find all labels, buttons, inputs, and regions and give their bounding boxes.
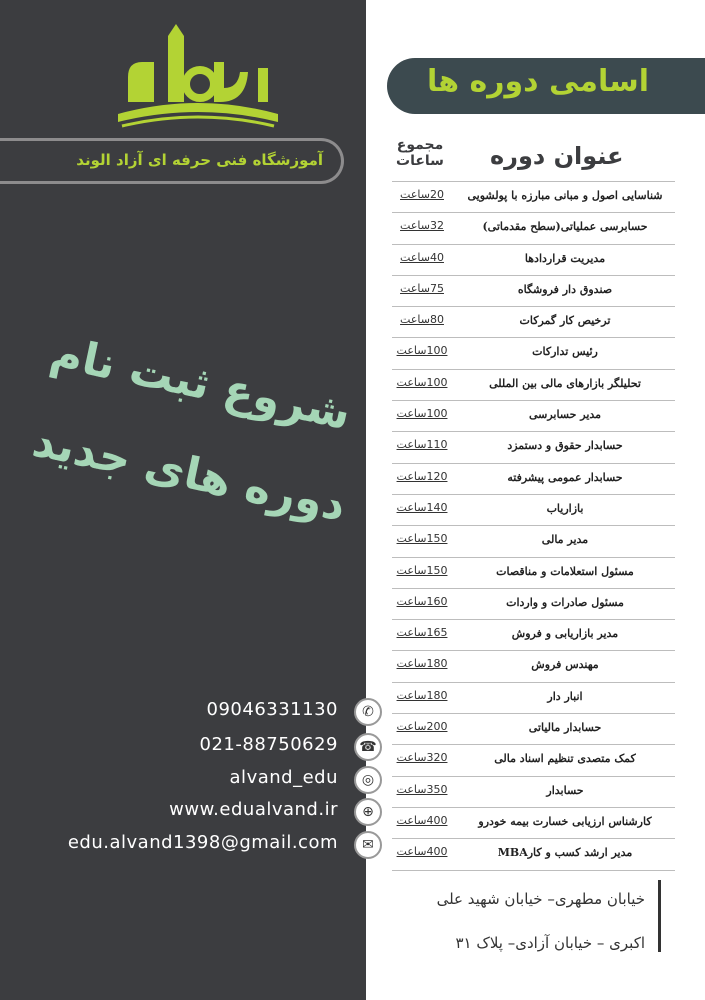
course-name: ترخیص کار گمرکات	[519, 314, 611, 328]
address-divider	[658, 880, 661, 952]
course-row	[392, 401, 675, 432]
contact-whatsapp[interactable]	[0, 697, 382, 727]
phone-landline[interactable]: 021-88750629	[199, 734, 338, 755]
course-hours: 150ساعت	[396, 563, 448, 577]
course-hours: 110ساعت	[396, 438, 448, 452]
course-name: حسابدار	[546, 783, 584, 797]
course-row	[392, 620, 675, 651]
course-hours: 400ساعت	[396, 813, 448, 827]
course-hours: 20ساعت	[400, 188, 444, 201]
slogan-line-1: شروع ثبت نام	[46, 326, 356, 441]
address-line-2: اکبری – خیابان آزادی– پلاک ۳۱	[455, 934, 645, 952]
instagram-icon: ◎	[354, 766, 382, 794]
course-hours: 165ساعت	[396, 626, 448, 640]
website-link[interactable]: www.edualvand.ir	[169, 799, 338, 820]
course-row	[392, 213, 675, 244]
course-row	[392, 181, 675, 213]
course-hours: 180ساعت	[396, 657, 448, 671]
course-hours: 140ساعت	[396, 500, 448, 514]
course-row	[392, 714, 675, 745]
course-hours: 160ساعت	[396, 594, 448, 608]
course-row	[392, 777, 675, 808]
course-hours: 100ساعت	[396, 407, 448, 421]
course-row	[392, 464, 675, 495]
course-name: مدیر حسابرسی	[528, 408, 602, 422]
column-header-hours	[392, 137, 448, 169]
course-hours: 200ساعت	[396, 720, 448, 734]
contact-email[interactable]	[0, 830, 382, 860]
course-hours: 40ساعت	[400, 250, 444, 264]
course-name: مسئول صادرات و واردات	[506, 595, 624, 609]
course-hours: 180ساعت	[396, 688, 448, 702]
course-hours: 120ساعت	[396, 469, 448, 483]
contact-instagram[interactable]	[0, 765, 382, 795]
course-hours: 100ساعت	[396, 344, 448, 358]
course-row	[392, 338, 675, 369]
course-name: حسابدار حقوق و دستمزد	[507, 439, 623, 453]
course-row	[392, 526, 675, 557]
course-hours: 320ساعت	[396, 751, 448, 765]
course-name: انبار دار	[547, 689, 583, 703]
course-name: حسابدار عمومی پیشرفته	[507, 470, 623, 484]
course-hours: 350ساعت	[396, 782, 448, 796]
telephone-icon: ☎	[354, 733, 382, 761]
course-row	[392, 245, 675, 276]
course-hours: 80ساعت	[400, 313, 444, 327]
column-header-hours-line1: مجموع	[396, 137, 444, 153]
course-row	[392, 839, 675, 870]
course-row	[392, 683, 675, 714]
course-name: حسابدار مالیاتی	[528, 721, 602, 735]
course-row	[392, 432, 675, 463]
whatsapp-icon: ✆	[354, 698, 382, 726]
course-hours: 32ساعت	[400, 219, 444, 233]
column-header-title: عنوان دوره	[490, 142, 624, 170]
course-name: مسئول استعلامات و مناقصات	[496, 564, 634, 578]
address-line-1: خیابان مطهری– خیابان شهید علی	[436, 890, 645, 908]
courses-header	[387, 58, 705, 114]
course-name: مدیریت قراردادها	[524, 251, 606, 265]
contact-telephone[interactable]	[0, 732, 382, 762]
email-icon: ✉	[354, 831, 382, 859]
course-hours: 75ساعت	[400, 281, 444, 295]
course-name: کارشناس ارزیابی خسارت بیمه خودرو	[478, 814, 652, 828]
course-row	[392, 370, 675, 401]
slogan-line-2: دوره های جدید	[28, 415, 351, 532]
course-name: شناسایی اصول و مبانی مبارزه با پولشویی	[467, 189, 663, 202]
instagram-handle[interactable]: alvand_edu	[229, 767, 338, 788]
course-hours: 150ساعت	[396, 532, 448, 546]
alvand-logo	[108, 22, 288, 142]
column-header-hours-line2: ساعات	[396, 153, 444, 169]
course-name: صندوق دار فروشگاه	[517, 282, 613, 296]
course-name: رئیس تدارکات	[532, 345, 598, 359]
course-row	[392, 276, 675, 307]
contact-website[interactable]	[0, 797, 382, 827]
courses-header-title: اسامی دوره ها	[427, 64, 649, 99]
email-link[interactable]: edu.alvand1398@gmail.com	[67, 832, 338, 853]
course-name: مدیر ارشد کسب و کارMBA	[497, 846, 633, 860]
course-name: حسابرسی عملیاتی(سطح مقدماتی)	[482, 220, 648, 234]
course-hours: 400ساعت	[396, 845, 448, 859]
course-name: تحلیلگر بازارهای مالی بین المللی	[489, 376, 641, 390]
courses-table	[392, 181, 675, 871]
course-name: مهندس فروش	[531, 658, 599, 672]
course-row	[392, 558, 675, 589]
course-name: بازاریاب	[546, 501, 584, 515]
course-name: کمک متصدی تنظیم اسناد مالی	[494, 752, 636, 766]
course-row	[392, 495, 675, 526]
course-row	[392, 808, 675, 839]
course-row	[392, 307, 675, 338]
course-row	[392, 589, 675, 620]
course-hours: 100ساعت	[396, 375, 448, 389]
course-row	[392, 745, 675, 776]
phone-mobile[interactable]: 09046331130	[206, 699, 338, 720]
course-row	[392, 651, 675, 682]
school-name: آموزشگاه فنی حرفه ای آزاد الوند	[76, 151, 323, 169]
globe-icon: ⊕	[354, 798, 382, 826]
school-name-bar	[0, 138, 344, 184]
course-name: مدیر بازاریابی و فروش	[511, 627, 619, 641]
course-name: مدیر مالی	[541, 533, 589, 547]
